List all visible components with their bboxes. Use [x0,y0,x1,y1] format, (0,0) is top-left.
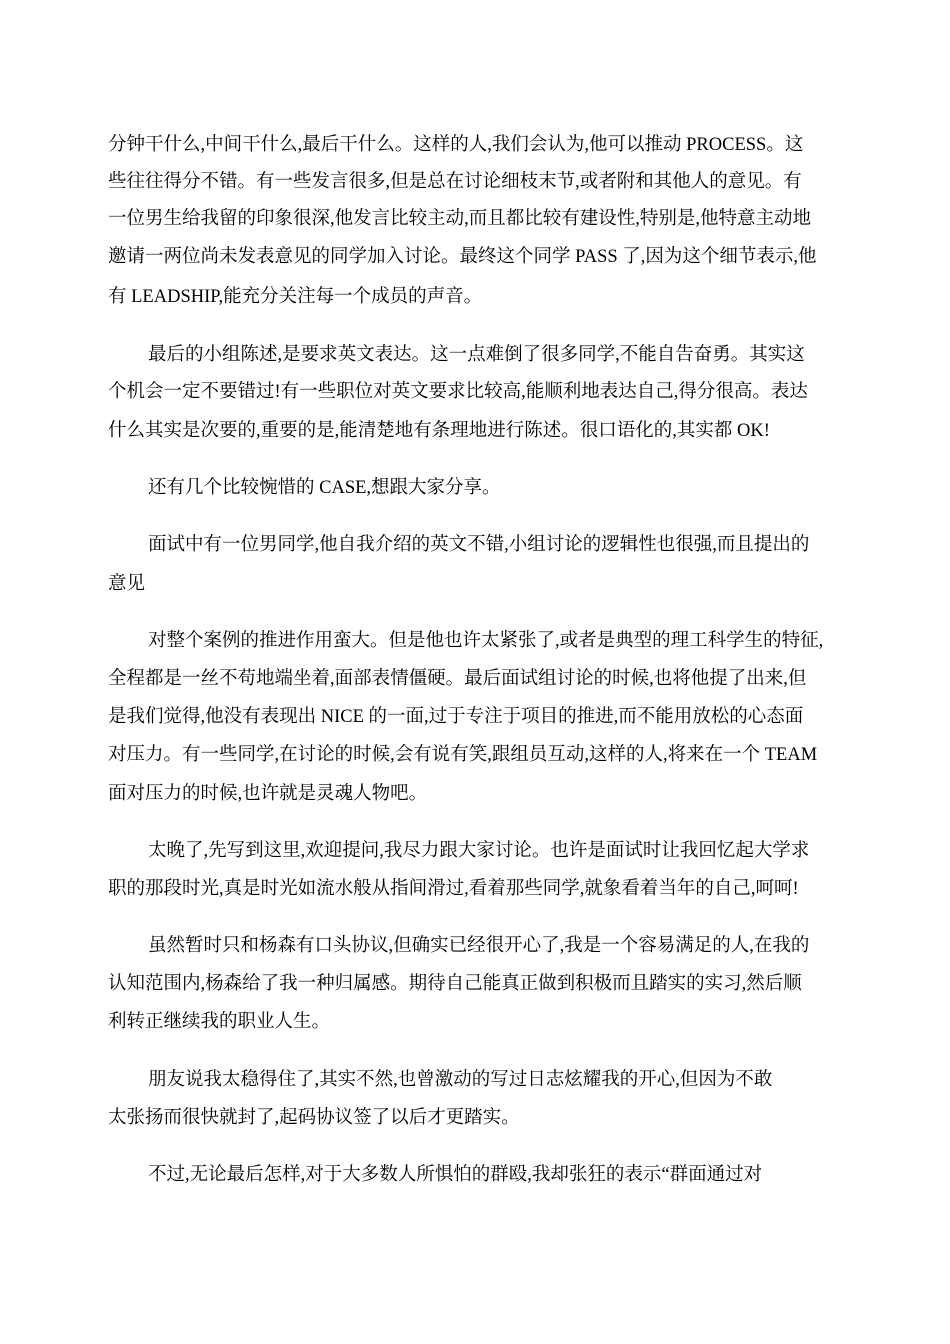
text-line: 太张扬而很快就封了,起码协议签了以后才更踏实。 [108,1108,520,1128]
paragraph-first-line: 虽然暂时只和杨森有口头协议,但确实已经很开心了,我是一个容易满足的人,在我的 [148,936,810,956]
text-line: 有 LEADSHIP,能充分关注每一个成员的声音。 [108,287,483,307]
text-line: 个机会一定不要错过!有一些职位对英文要求比较高,能顺利地表达自己,得分很高。表达 [108,382,808,402]
paragraph-first-line: 不过,无论最后怎样,对于大多数人所惧怕的群殴,我却张狂的表示“群面通过对 [148,1165,763,1185]
text-line: 一位男生给我留的印象很深,他发言比较主动,而且都比较有建设性,特别是,他特意主动地 [108,209,812,229]
text-line: 什么其实是次要的,重要的是,能清楚地有条理地进行陈述。很口语化的,其实都 OK! [108,421,770,441]
text-line: 认知范围内,杨森给了我一种归属感。期待自己能真正做到积极而且踏实的实习,然后顺 [108,974,802,994]
text-line: 职的那段时光,真是时光如流水般从指间滑过,看着那些同学,就象看着当年的自己,呵呵! [108,879,799,899]
text-line: 利转正继续我的职业人生。 [108,1012,331,1032]
text-line: 是我们觉得,他没有表现出 NICE 的一面,过于专注于项目的推进,而不能用放松的心态面 [108,707,804,727]
paragraph-first-line: 还有几个比较惋惜的 CASE,想跟大家分享。 [148,478,501,498]
text-line: 全程都是一丝不苟地端坐着,面部表情僵硬。最后面试组讨论的时候,也将他提了出来,但 [108,669,807,689]
paragraph-first-line: 对整个案例的推进作用蛮大。但是他也许太紧张了,或者是典型的理工科学生的特征, [148,631,824,651]
text-line: 对压力。有一些同学,在讨论的时候,会有说有笑,跟组员互动,这样的人,将来在一个 TEAM [108,745,818,765]
paragraph-first-line: 朋友说我太稳得住了,其实不然,也曾激动的写过日志炫耀我的开心,但因为不敢 [148,1070,773,1090]
text-line: 意见 [108,574,146,594]
text-line: 分钟干什么,中间干什么,最后干什么。这样的人,我们会认为,他可以推动 PROCESS。这 [108,135,804,155]
paragraph-first-line: 太晚了,先写到这里,欢迎提问,我尽力跟大家讨论。也许是面试时让我回忆起大学求 [148,841,810,861]
text-line: 邀请一两位尚未发表意见的同学加入讨论。最终这个同学 PASS 了,因为这个细节表示,他 [108,247,817,267]
paragraph-first-line: 最后的小组陈述,是要求英文表达。这一点难倒了很多同学,不能自告奋勇。其实这 [148,345,805,365]
paragraph-first-line: 面试中有一位男同学,他自我介绍的英文不错,小组讨论的逻辑性也很强,而且提出的 [148,535,810,555]
text-line: 些往往得分不错。有一些发言很多,但是总在讨论细枝末节,或者附和其他人的意见。有 [108,172,802,192]
text-line: 面对压力的时候,也许就是灵魂人物吧。 [108,784,428,804]
